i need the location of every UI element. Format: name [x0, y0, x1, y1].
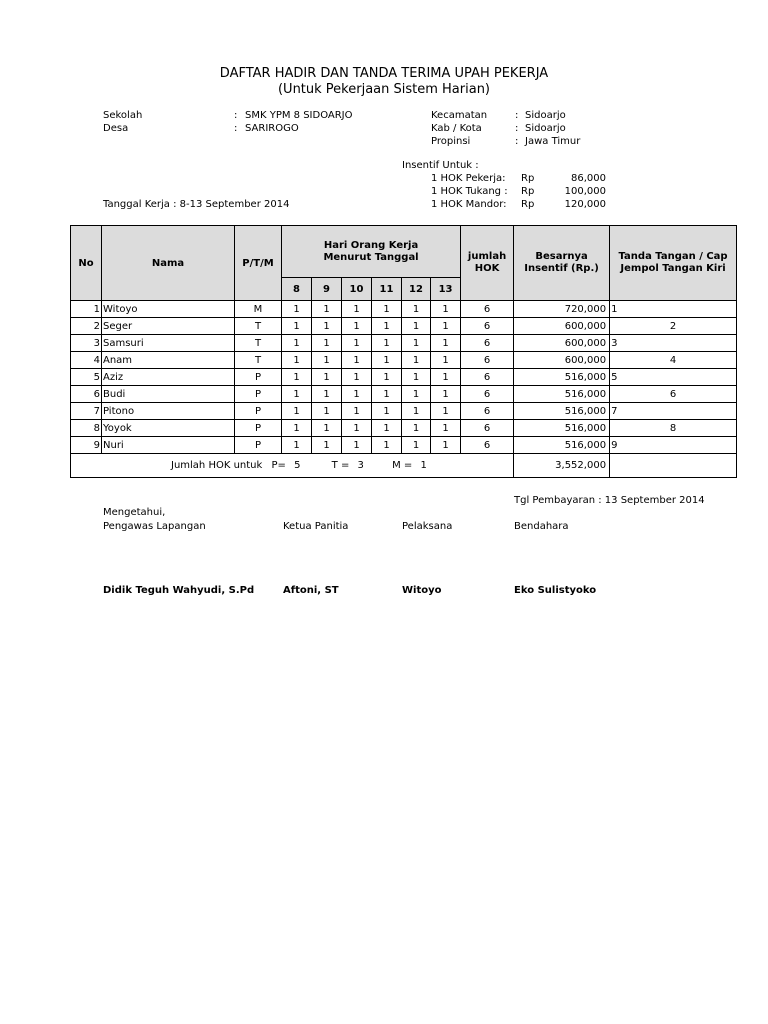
row-ptm: M [235, 301, 282, 318]
row-day-9: 1 [312, 369, 342, 386]
row-insentif: 600,000 [514, 352, 610, 369]
footer-hok-summary [71, 454, 514, 478]
header-besarnya-insentif: Besarnya Insentif (Rp.) [514, 226, 610, 301]
row-insentif: 600,000 [514, 335, 610, 352]
footer-label: Jumlah HOK untuk [171, 460, 263, 471]
row-day-11: 1 [372, 335, 402, 352]
row-nama: Witoyo [102, 301, 235, 318]
row-nama: Samsuri [102, 335, 235, 352]
sekolah-colon: : [234, 110, 238, 121]
header-nama: Nama [102, 226, 235, 301]
kab-colon: : [515, 123, 519, 134]
tanggal-kerja: Tanggal Kerja : 8-13 September 2014 [103, 199, 290, 210]
row-signature: 3 [610, 335, 737, 352]
row-no: 3 [71, 335, 102, 352]
row-no: 2 [71, 318, 102, 335]
row-day-8: 1 [282, 335, 312, 352]
row-day-9: 1 [312, 318, 342, 335]
sekolah-value: SMK YPM 8 SIDOARJO [245, 110, 353, 121]
propinsi-colon: : [515, 136, 519, 147]
row-signature: 8 [610, 420, 737, 437]
kecamatan-label: Kecamatan [431, 110, 488, 121]
row-day-12: 1 [402, 369, 431, 386]
row-ptm: P [235, 369, 282, 386]
insentif-mandor-currency: Rp [521, 199, 535, 210]
row-day-12: 1 [402, 420, 431, 437]
row-insentif: 516,000 [514, 420, 610, 437]
row-day-11: 1 [372, 420, 402, 437]
row-day-12: 1 [402, 352, 431, 369]
attendance-table [70, 225, 737, 478]
insentif-mandor-amount: 120,000 [564, 199, 606, 210]
row-insentif: 516,000 [514, 369, 610, 386]
row-day-10: 1 [342, 420, 372, 437]
row-day-10: 1 [342, 369, 372, 386]
row-day-13: 1 [431, 301, 461, 318]
row-ptm: P [235, 403, 282, 420]
row-day-9: 1 [312, 301, 342, 318]
row-insentif: 720,000 [514, 301, 610, 318]
header-no: No [71, 226, 102, 301]
row-nama: Pitono [102, 403, 235, 420]
row-jumlah-hok: 6 [461, 301, 514, 318]
row-day-10: 1 [342, 301, 372, 318]
propinsi-value: Jawa Timur [525, 136, 581, 147]
row-day-13: 1 [431, 352, 461, 369]
row-ptm: P [235, 420, 282, 437]
row-day-9: 1 [312, 335, 342, 352]
row-day-9: 1 [312, 352, 342, 369]
row-day-10: 1 [342, 386, 372, 403]
row-day-13: 1 [431, 437, 461, 454]
row-day-12: 1 [402, 335, 431, 352]
desa-colon: : [234, 123, 238, 134]
row-day-12: 1 [402, 318, 431, 335]
row-no: 7 [71, 403, 102, 420]
mengetahui: Mengetahui, [103, 507, 166, 518]
row-signature: 6 [610, 386, 737, 403]
insentif-heading: Insentif Untuk : [402, 160, 479, 171]
row-no: 6 [71, 386, 102, 403]
table-row [71, 437, 737, 454]
row-day-8: 1 [282, 301, 312, 318]
role-pengawas: Pengawas Lapangan [103, 521, 206, 532]
insentif-pekerja-currency: Rp [521, 173, 535, 184]
row-day-12: 1 [402, 301, 431, 318]
table-row [71, 369, 737, 386]
header-date-8: 8 [282, 278, 312, 301]
row-no: 5 [71, 369, 102, 386]
row-day-8: 1 [282, 403, 312, 420]
name-pengawas: Didik Teguh Wahyudi, S.Pd [103, 585, 255, 596]
tgl-pembayaran: Tgl Pembayaran : 13 September 2014 [514, 495, 705, 506]
table-row [71, 403, 737, 420]
footer-m-label: M = [392, 460, 413, 471]
row-jumlah-hok: 6 [461, 403, 514, 420]
footer-m-value: 1 [420, 460, 427, 471]
row-day-11: 1 [372, 403, 402, 420]
role-ketua-panitia: Ketua Panitia [283, 521, 349, 532]
footer-p-value: 5 [294, 460, 301, 471]
header-date-11: 11 [372, 278, 402, 301]
row-nama: Budi [102, 386, 235, 403]
row-day-8: 1 [282, 386, 312, 403]
header-date-10: 10 [342, 278, 372, 301]
row-day-9: 1 [312, 403, 342, 420]
row-nama: Seger [102, 318, 235, 335]
row-day-8: 1 [282, 318, 312, 335]
kab-label: Kab / Kota [431, 123, 482, 134]
table-row [71, 301, 737, 318]
document-subtitle: (Untuk Pekerjaan Sistem Harian) [277, 82, 491, 97]
row-day-8: 1 [282, 352, 312, 369]
row-day-13: 1 [431, 420, 461, 437]
row-day-9: 1 [312, 420, 342, 437]
row-day-10: 1 [342, 403, 372, 420]
row-day-12: 1 [402, 403, 431, 420]
row-jumlah-hok: 6 [461, 335, 514, 352]
insentif-pekerja-label: 1 HOK Pekerja: [431, 173, 506, 184]
row-no: 1 [71, 301, 102, 318]
table-row [71, 318, 737, 335]
row-insentif: 516,000 [514, 386, 610, 403]
row-day-13: 1 [431, 403, 461, 420]
propinsi-label: Propinsi [431, 136, 471, 147]
insentif-mandor-label: 1 HOK Mandor: [431, 199, 507, 210]
row-day-10: 1 [342, 335, 372, 352]
desa-label: Desa [103, 123, 129, 134]
insentif-tukang-currency: Rp [521, 186, 535, 197]
row-no: 4 [71, 352, 102, 369]
desa-value: SARIROGO [245, 123, 299, 134]
row-ptm: T [235, 352, 282, 369]
kecamatan-colon: : [515, 110, 519, 121]
row-day-8: 1 [282, 369, 312, 386]
row-signature: 7 [610, 403, 737, 420]
row-day-12: 1 [402, 386, 431, 403]
row-day-9: 1 [312, 386, 342, 403]
row-day-8: 1 [282, 437, 312, 454]
row-signature: 4 [610, 352, 737, 369]
kecamatan-value: Sidoarjo [525, 110, 566, 121]
row-ptm: T [235, 318, 282, 335]
row-insentif: 600,000 [514, 318, 610, 335]
row-day-9: 1 [312, 437, 342, 454]
insentif-pekerja-amount: 86,000 [571, 173, 606, 184]
row-ptm: P [235, 437, 282, 454]
row-day-10: 1 [342, 318, 372, 335]
row-day-11: 1 [372, 301, 402, 318]
row-day-11: 1 [372, 318, 402, 335]
row-signature: 1 [610, 301, 737, 318]
row-day-11: 1 [372, 352, 402, 369]
row-day-13: 1 [431, 386, 461, 403]
header-date-12: 12 [402, 278, 431, 301]
row-jumlah-hok: 6 [461, 420, 514, 437]
row-insentif: 516,000 [514, 437, 610, 454]
row-day-8: 1 [282, 420, 312, 437]
row-jumlah-hok: 6 [461, 318, 514, 335]
row-ptm: T [235, 335, 282, 352]
header-ptm: P/T/M [235, 226, 282, 301]
table-row [71, 352, 737, 369]
row-jumlah-hok: 6 [461, 369, 514, 386]
insentif-tukang-label: 1 HOK Tukang : [431, 186, 508, 197]
row-signature: 2 [610, 318, 737, 335]
row-day-13: 1 [431, 318, 461, 335]
row-day-12: 1 [402, 437, 431, 454]
row-day-11: 1 [372, 369, 402, 386]
row-day-10: 1 [342, 352, 372, 369]
row-nama: Yoyok [102, 420, 235, 437]
role-pelaksana: Pelaksana [402, 521, 453, 532]
sekolah-label: Sekolah [103, 110, 143, 121]
header-hari-orang-kerja: Hari Orang Kerja Menurut Tanggal [282, 226, 461, 278]
role-bendahara: Bendahara [514, 521, 569, 532]
document-title: DAFTAR HADIR DAN TANDA TERIMA UPAH PEKERJA [219, 66, 549, 81]
row-nama: Aziz [102, 369, 235, 386]
row-signature: 5 [610, 369, 737, 386]
row-ptm: P [235, 386, 282, 403]
row-day-13: 1 [431, 369, 461, 386]
row-jumlah-hok: 6 [461, 352, 514, 369]
header-jumlah-hok: jumlah HOK [461, 226, 514, 301]
footer-sig-empty [610, 454, 737, 478]
row-nama: Anam [102, 352, 235, 369]
header-date-9: 9 [312, 278, 342, 301]
footer-p-label: P= [271, 460, 286, 471]
row-jumlah-hok: 6 [461, 437, 514, 454]
table-row [71, 335, 737, 352]
row-signature: 9 [610, 437, 737, 454]
header-date-13: 13 [431, 278, 461, 301]
row-day-13: 1 [431, 335, 461, 352]
row-no: 9 [71, 437, 102, 454]
name-bendahara: Eko Sulistyoko [514, 585, 597, 596]
row-jumlah-hok: 6 [461, 386, 514, 403]
row-no: 8 [71, 420, 102, 437]
row-insentif: 516,000 [514, 403, 610, 420]
row-day-11: 1 [372, 437, 402, 454]
footer-t-value: 3 [357, 460, 364, 471]
table-row [71, 386, 737, 403]
row-nama: Nuri [102, 437, 235, 454]
name-pelaksana: Witoyo [402, 585, 442, 596]
row-day-10: 1 [342, 437, 372, 454]
kab-value: Sidoarjo [525, 123, 566, 134]
name-ketua-panitia: Aftoni, ST [283, 585, 339, 596]
footer-t-label: T = [331, 460, 350, 471]
row-day-11: 1 [372, 386, 402, 403]
footer-total: 3,552,000 [514, 454, 610, 478]
header-tanda-tangan: Tanda Tangan / Cap Jempol Tangan Kiri [610, 226, 737, 301]
table-row [71, 420, 737, 437]
insentif-tukang-amount: 100,000 [564, 186, 606, 197]
